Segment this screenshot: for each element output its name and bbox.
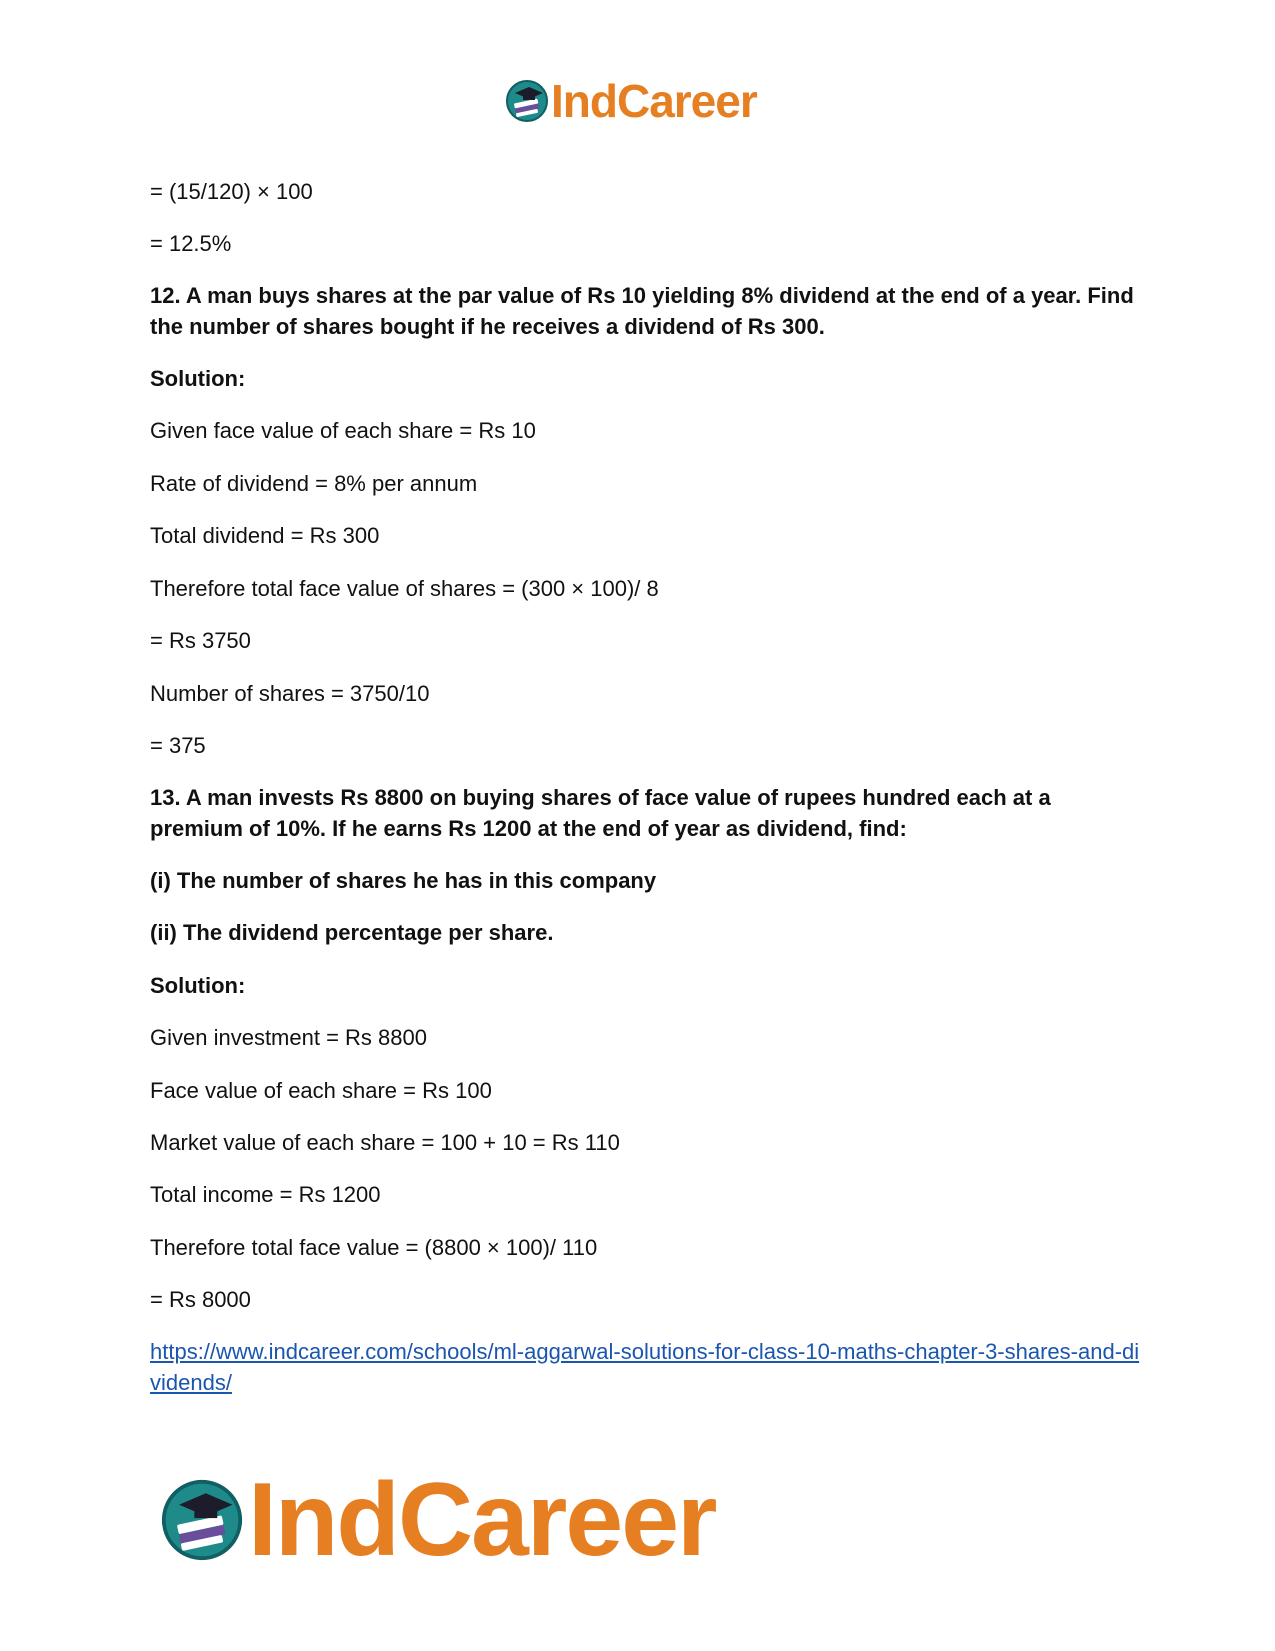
question-12: 12. A man buys shares at the par value of Rs 10 yielding 8% dividend at the end of a year. Find the number of shares bought if he receives a dividend of Rs 300. — [150, 283, 1134, 339]
solution-line: Therefore total face value = (8800 × 100)/ 110 — [150, 1235, 598, 1260]
footer-logo — [160, 1462, 716, 1578]
solution-heading: Solution: — [150, 973, 246, 998]
question-13-part-i: (i) The number of shares he has in this company — [150, 868, 657, 893]
solution-line: Total dividend = Rs 300 — [150, 523, 380, 548]
solution-line: Rate of dividend = 8% per annum — [150, 471, 478, 496]
question-13-part-ii: (ii) The dividend percentage per share. — [150, 920, 554, 945]
graduation-book-icon — [505, 79, 549, 123]
solution-heading: Solution: — [150, 366, 246, 391]
solution-line: = Rs 3750 — [150, 628, 251, 653]
logo-wordmark: IndCareer — [248, 1462, 716, 1578]
solution-line: Given face value of each share = Rs 10 — [150, 418, 536, 443]
equation-line: = (15/120) × 100 — [150, 179, 313, 204]
solution-line: Given investment = Rs 8800 — [150, 1025, 427, 1050]
solution-line: Therefore total face value of shares = (300 × 100)/ 8 — [150, 576, 659, 601]
solution-line: Market value of each share = 100 + 10 = Rs 110 — [150, 1130, 620, 1155]
header-logo — [505, 75, 757, 127]
solution-line: = 375 — [150, 733, 206, 758]
solution-line: Total income = Rs 1200 — [150, 1182, 381, 1207]
solution-line: = Rs 8000 — [150, 1287, 251, 1312]
question-13: 13. A man invests Rs 8800 on buying shares of face value of rupees hundred each at a premium of 10%. If he earns Rs 1200 at the end of year as dividend, find: — [150, 785, 1051, 841]
solution-line: Face value of each share = Rs 100 — [150, 1078, 492, 1103]
equation-line: = 12.5% — [150, 231, 232, 256]
source-link[interactable]: https://www.indcareer.com/schools/ml-aggarwal-solutions-for-class-10-maths-chapter-3-shares-and-dividends/ — [150, 1339, 1140, 1395]
solution-line: Number of shares = 3750/10 — [150, 681, 430, 706]
logo-wordmark: IndCareer — [551, 75, 757, 127]
document-body — [150, 176, 1140, 1398]
graduation-book-icon — [160, 1478, 244, 1562]
